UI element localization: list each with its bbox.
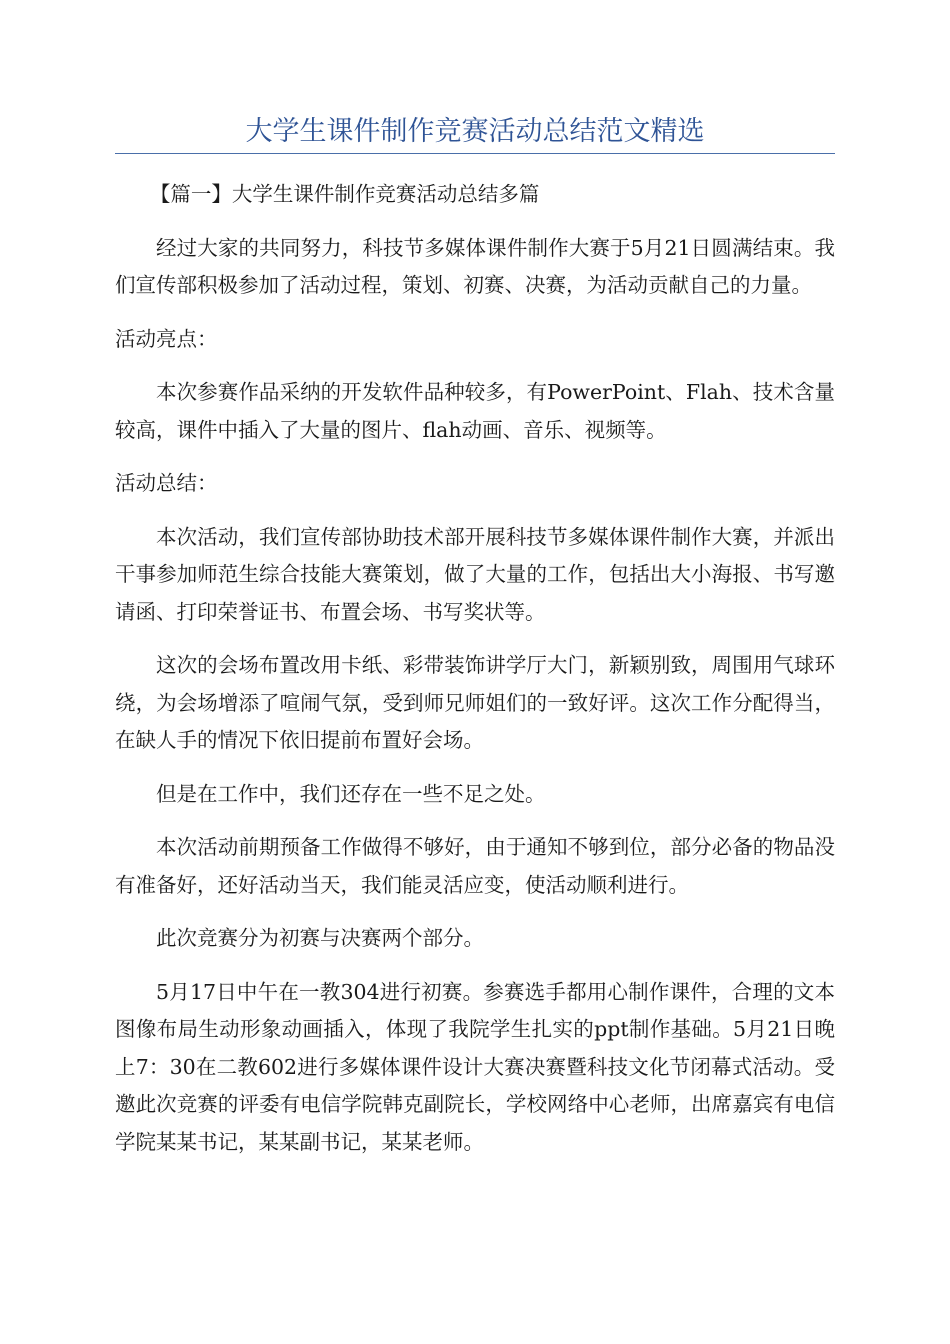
document-body (115, 176, 835, 1177)
paragraph: 这次的会场布置改用卡纸、彩带装饰讲学厅大门，新颖别致，周围用气球环绕，为会场增添了喧闹气氛，受到师兄师姐们的一致好评。这次工作分配得当，在缺人手的情况下依旧提前布置好会场。 (115, 653, 835, 752)
paragraph: 本次活动前期预备工作做得不够好，由于通知不够到位，部分必备的物品没有准备好，还好活动当天，我们能灵活应变，使活动顺利进行。 (115, 835, 835, 897)
document-title: 大学生课件制作竞赛活动总结范文精选 (245, 116, 705, 147)
subheading-summary: 活动总结： (115, 471, 218, 495)
paragraph: 此次竞赛分为初赛与决赛两个部分。 (156, 926, 484, 950)
subheading-highlights: 活动亮点： (115, 326, 218, 351)
section-heading: 【篇一】大学生课件制作竞赛活动总结多篇 (149, 182, 540, 206)
paragraph: 本次活动，我们宣传部协助技术部开展科技节多媒体课件制作大赛，并派出干事参加师范生综合技能大赛策划，做了大量的工作，包括出大小海报、书写邀请函、打印荣誉证书、布置会场、书写奖状等。 (115, 524, 835, 624)
paragraph: 5月17日中午在一教304进行初赛。参赛选手都用心制作课件，合理的文本图像布局生动形象动画插入，体现了我院学生扎实的ppt制作基础。5月21日晚上7：30在二教602进行多媒体课件设计大赛决赛暨科技文化节闭幕式活动。受邀此次竞赛的评委有电信学院韩克副院长，学校网络中心老师，出席嘉宾有电信学院某某书记，某某副书记，某某老师。 (115, 979, 835, 1154)
paragraph: 本次参赛作品采纳的开发软件品种较多，有PowerPoint、Flah、技术含量较高，课件中插入了大量的图片、flah动画、音乐、视频等。 (115, 380, 835, 442)
paragraph: 但是在工作中，我们还存在一些不足之处。 (156, 781, 546, 806)
paragraph: 经过大家的共同努力，科技节多媒体课件制作大赛于5月21日圆满结束。我们宣传部积极参加了活动过程，策划、初赛、决赛，为活动贡献自己的力量。 (115, 235, 835, 297)
title-underline-divider (115, 153, 835, 154)
